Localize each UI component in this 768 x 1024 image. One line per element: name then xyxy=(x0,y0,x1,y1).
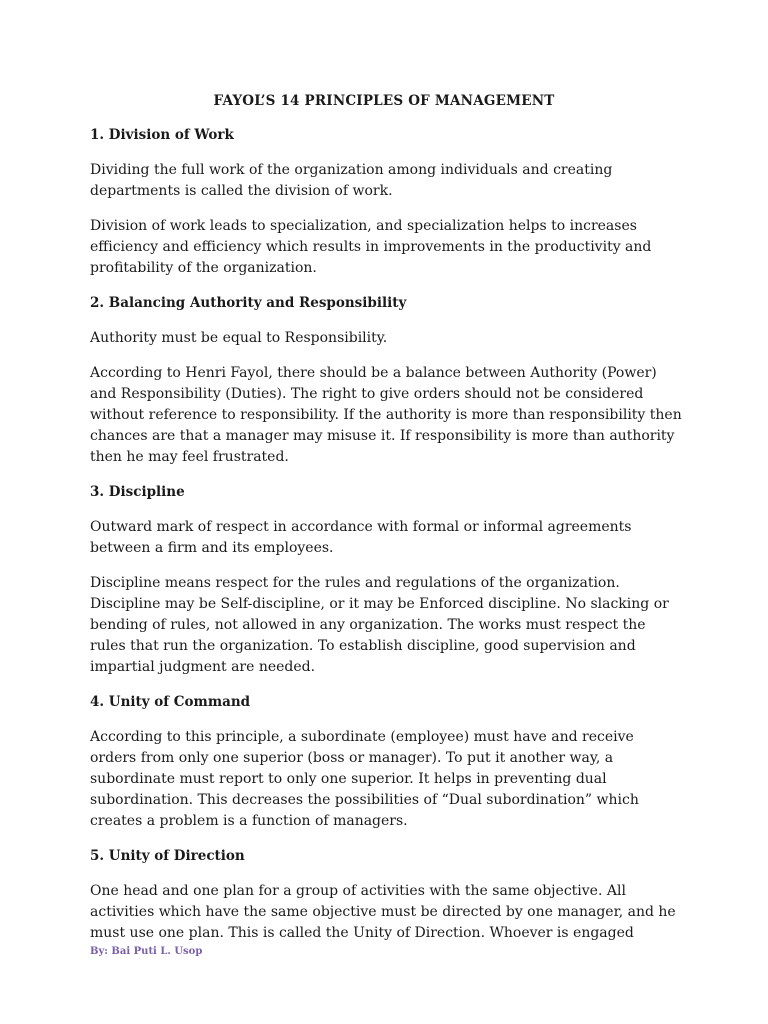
paragraph: Discipline means respect for the rules and regulations of the organization. Discipline may be Self-discipline, or it may be Enforced discipline. No slacking or bending of rules, not allowed in any organization. The works must respect the rules that run the organization. To establish discipline, good supervision and impartial judgment are needed. xyxy=(90,575,669,675)
document-title: FAYOL’S 14 PRINCIPLES OF MANAGEMENT xyxy=(213,93,555,109)
section-heading: 2. Balancing Authority and Responsibility xyxy=(90,295,407,311)
paragraph: According to this principle, a subordinate (employee) must have and receive orders from only one superior (boss or manager). To put it another way, a subordinate must report to only one superior. It helps in preventing dual subordination. This decreases the possibilities of “Dual subordination” which creates a problem is a function of managers. xyxy=(90,729,639,829)
section-heading: 4. Unity of Command xyxy=(90,694,251,710)
section-heading: 3. Discipline xyxy=(90,484,185,500)
section-discipline xyxy=(90,482,682,678)
paragraph: Authority must be equal to Responsibility. xyxy=(90,330,388,346)
section-heading: 1. Division of Work xyxy=(90,127,234,143)
section-division-of-work xyxy=(90,125,682,279)
paragraph: Outward mark of respect in accordance with formal or informal agreements between a firm and its employees. xyxy=(90,519,632,556)
section-unity-of-direction xyxy=(90,846,682,944)
author-footer: By: Bai Puti L. Usop xyxy=(90,946,203,957)
paragraph: Dividing the full work of the organization among individuals and creating departments is called the division of work. xyxy=(90,162,613,199)
section-heading: 5. Unity of Direction xyxy=(90,848,245,864)
document-body xyxy=(90,125,682,958)
section-unity-of-command xyxy=(90,692,682,832)
paragraph: According to Henri Fayol, there should be a balance between Authority (Power) and Responsibility (Duties). The right to give orders should not be considered without reference to responsibility. If the authority is more than responsibility then chances are that a manager may misuse it. If responsibility is more than authority then he may feel frustrated. xyxy=(90,365,682,465)
paragraph: One head and one plan for a group of activities with the same objective. All activities which have the same objective must be directed by one manager, and he must use one plan. This is called the Unity of Direction. Whoever is engaged xyxy=(90,883,676,941)
section-balancing-authority xyxy=(90,293,682,468)
paragraph: Division of work leads to specialization, and specialization helps to increases efficiency and efficiency which results in improvements in the productivity and profitability of the organization. xyxy=(90,218,652,276)
